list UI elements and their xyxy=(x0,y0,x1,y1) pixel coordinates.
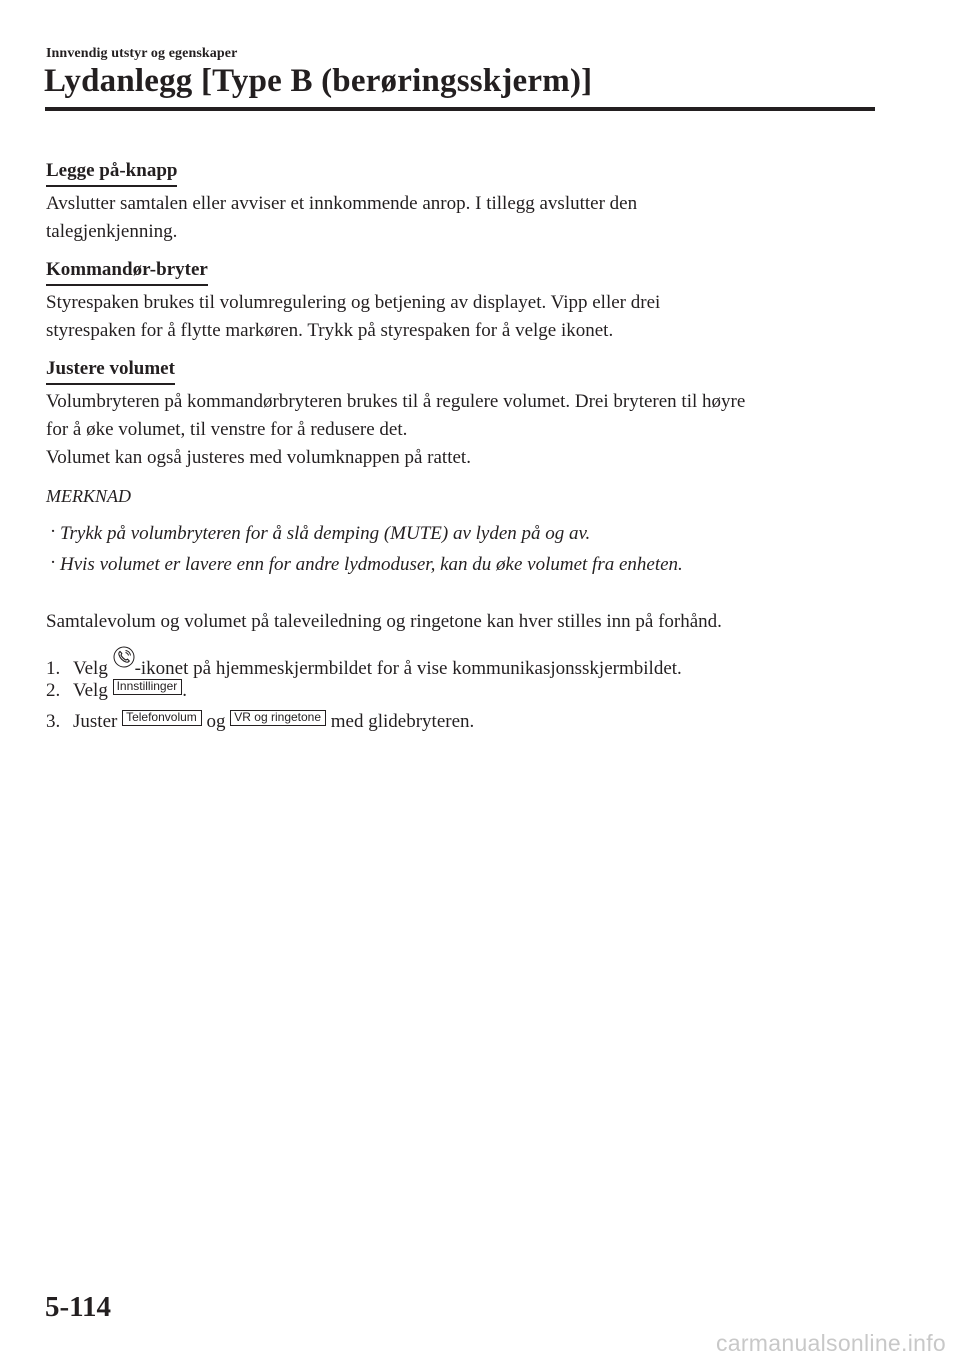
step-3 xyxy=(46,708,886,736)
text-line: Volumet kan også justeres med volumknappen på rattet. xyxy=(46,447,471,468)
paragraph-justere-volumet xyxy=(46,388,886,472)
note-list xyxy=(46,520,886,579)
page-number: 5-114 xyxy=(45,1291,112,1323)
text-line: for å øke volumet, til venstre for å redusere det. xyxy=(46,419,408,440)
bullet-icon: · xyxy=(49,552,57,573)
note-item xyxy=(46,520,886,548)
main-content xyxy=(46,157,886,739)
step-text: og xyxy=(201,711,231,732)
note-title: MERKNAD xyxy=(46,486,131,506)
title-divider xyxy=(45,107,875,111)
step-text: Juster xyxy=(73,711,123,732)
steps-list xyxy=(46,646,886,736)
paragraph-legge-pa-knapp xyxy=(46,190,886,246)
note-item-text: Trykk på volumbryteren for å slå demping (MUTE) av lyden på og av. xyxy=(60,523,591,544)
telefonvolum-key: Telefonvolum xyxy=(122,710,202,726)
step-number: 2. xyxy=(46,680,61,701)
step-text: Velg xyxy=(73,658,113,679)
text-line: Styrespaken brukes til volumregulering og betjening av displayet. Vipp eller drei xyxy=(46,292,661,313)
text-line: Volumbryteren på kommandørbryteren brukes til å regulere volumet. Drei bryteren til høyre xyxy=(46,391,746,412)
heading-justere-volumet: Justere volumet xyxy=(46,358,175,385)
step-text: -ikonet på hjemmeskjermbildet for å vise kommunikasjonsskjermbildet. xyxy=(134,658,682,679)
paragraph-kommandor-bryter xyxy=(46,289,886,345)
heading-legge-pa-knapp: Legge på-knapp xyxy=(46,160,177,187)
watermark: carmanualsonline.info xyxy=(715,1330,946,1356)
step-text: med glidebryteren. xyxy=(326,711,475,732)
text-line: Avslutter samtalen eller avviser et innkommende anrop. I tillegg avslutter den xyxy=(46,193,638,214)
vr-og-ringetone-key: VR og ringetone xyxy=(230,710,326,726)
section-label: Innvendig utstyr og egenskaper xyxy=(46,46,238,61)
note-item xyxy=(46,551,886,579)
phone-icon xyxy=(113,646,135,668)
text-line: styrespaken for å flytte markøren. Trykk på styrespaken for å velge ikonet. xyxy=(46,320,614,341)
bullet-icon: · xyxy=(49,521,57,542)
step-text: . xyxy=(182,680,188,701)
text-line: talegjenkjenning. xyxy=(46,221,178,242)
note-item-text: Hvis volumet er lavere enn for andre lydmoduser, kan du øke volumet fra enheten. xyxy=(60,554,683,575)
innstillinger-key: Innstillinger xyxy=(113,679,183,695)
heading-kommandor-bryter: Kommandør-bryter xyxy=(46,259,208,286)
step-text: Velg xyxy=(73,680,113,701)
step-1 xyxy=(46,646,886,679)
intro-paragraph xyxy=(46,608,886,636)
intro-text: Samtalevolum og volumet på taleveiledning og ringetone kan hver stilles inn på forhånd. xyxy=(46,611,722,632)
step-2 xyxy=(46,677,886,705)
step-number: 3. xyxy=(46,711,61,732)
page-title: Lydanlegg [Type B (berøringsskjerm)] xyxy=(44,63,593,99)
step-number: 1. xyxy=(46,658,61,679)
